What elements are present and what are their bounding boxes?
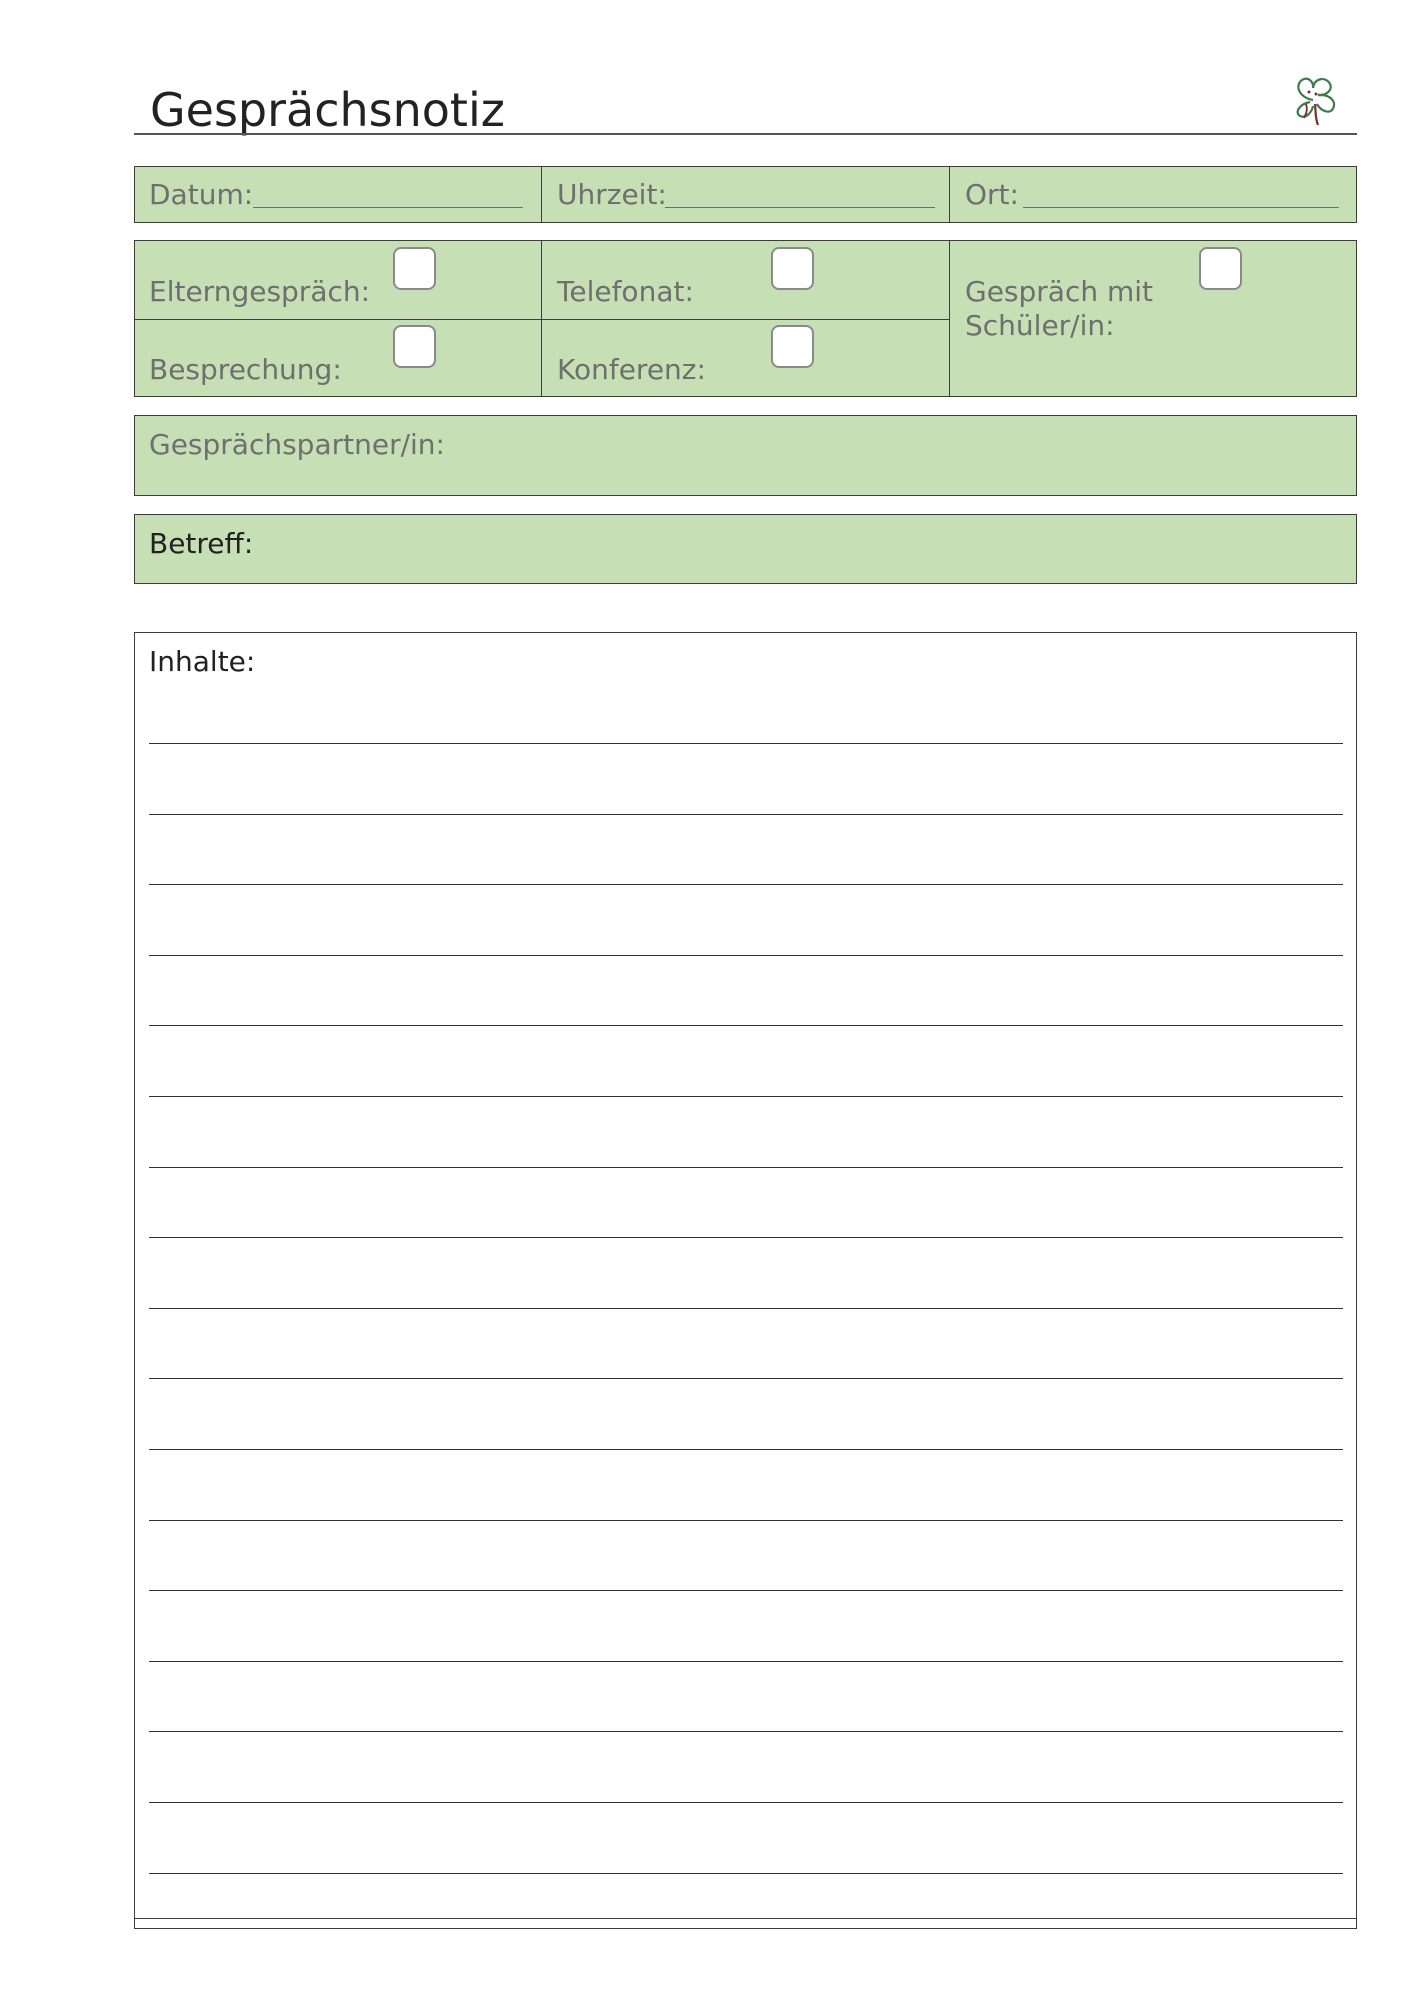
date-label: Datum: xyxy=(149,178,254,211)
writing-line xyxy=(149,1731,1343,1732)
meeting-label: Besprechung: xyxy=(149,353,342,386)
meeting-checkbox[interactable] xyxy=(393,325,436,368)
writing-line xyxy=(149,1449,1343,1450)
subject-field[interactable] xyxy=(134,514,1357,584)
writing-line xyxy=(149,1590,1343,1591)
writing-line xyxy=(149,1661,1343,1662)
clover-flower-logo-icon xyxy=(1282,70,1344,128)
info-row-divider xyxy=(949,167,950,222)
conversation-type-grid xyxy=(134,240,1357,397)
writing-line xyxy=(149,1167,1343,1168)
info-row-divider xyxy=(541,167,542,222)
writing-line xyxy=(149,743,1343,744)
contents-label: Inhalte: xyxy=(149,645,256,678)
writing-line xyxy=(149,1520,1343,1521)
phone-call-label: Telefonat: xyxy=(557,275,694,308)
student-talk-checkbox[interactable] xyxy=(1199,247,1242,290)
student-talk-label: Gespräch mit Schüler/in: xyxy=(965,275,1154,342)
info-row xyxy=(134,166,1357,223)
grid-divider xyxy=(135,319,950,320)
writing-line xyxy=(149,1378,1343,1379)
parent-talk-checkbox[interactable] xyxy=(393,247,436,290)
notes-bottom-rule xyxy=(134,1918,1357,1919)
place-label: Ort: xyxy=(965,178,1019,211)
conference-label: Konferenz: xyxy=(557,353,706,386)
writing-line xyxy=(149,1096,1343,1097)
writing-line xyxy=(149,1025,1343,1026)
title-divider xyxy=(134,133,1357,135)
parent-talk-label: Elterngespräch: xyxy=(149,275,371,308)
phone-call-checkbox[interactable] xyxy=(771,247,814,290)
page-title: Gesprächsnotiz xyxy=(150,83,505,137)
writing-line xyxy=(149,1237,1343,1238)
writing-line xyxy=(149,955,1343,956)
writing-line xyxy=(149,814,1343,815)
time-field[interactable] xyxy=(665,207,935,208)
partner-field[interactable] xyxy=(134,415,1357,496)
partner-label: Gesprächspartner/in: xyxy=(149,428,445,461)
place-field[interactable] xyxy=(1023,207,1339,208)
contents-notes-area[interactable] xyxy=(134,632,1357,1929)
subject-label: Betreff: xyxy=(149,527,254,560)
writing-line xyxy=(149,884,1343,885)
writing-line xyxy=(149,1802,1343,1803)
time-label: Uhrzeit: xyxy=(557,178,667,211)
writing-line xyxy=(149,1308,1343,1309)
conference-checkbox[interactable] xyxy=(771,325,814,368)
date-field[interactable] xyxy=(253,207,523,208)
writing-line xyxy=(149,1873,1343,1874)
